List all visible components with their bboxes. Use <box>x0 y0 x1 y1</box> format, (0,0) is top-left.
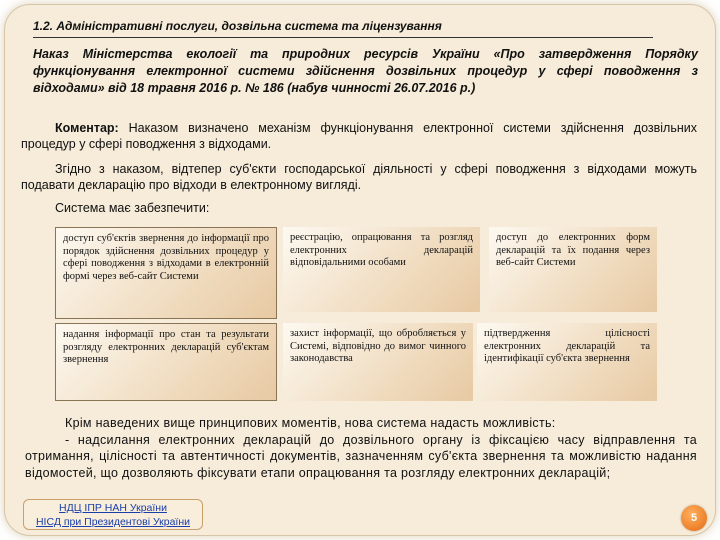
footer-links <box>23 499 203 530</box>
comment-paragraph <box>21 120 697 152</box>
footer-link-ndc[interactable]: НДЦ ІПР НАН України <box>59 502 167 514</box>
footer-link-nisd[interactable]: НІСД при Президентові України <box>35 516 191 528</box>
page-number: 5 <box>681 505 707 531</box>
capabilities-item: - надсилання електронних декларацій до дозвільного органу із фіксацією часу відправлення та отримання, цілісності та автентичності документів, зазначенням суб'єкта звернення та можливістю надання відомостей, що дозволяють фіксувати етапи опрацювання та розгляду електронних декларацій; <box>25 432 697 480</box>
feature-box-registration: реєстрацію, опрацювання та розгляд електронних декларацій відповідальними особами <box>283 227 480 312</box>
order-paragraph: Згідно з наказом, відтепер суб'єкти господарської діяльності у сфері поводження з відходами можуть подавати декларацію про відходи в електронному вигляді. <box>21 162 697 192</box>
slide <box>4 4 716 536</box>
feature-box-forms-access: доступ до електронних форм декларацій та їх подання через веб-сайт Системи <box>489 227 657 312</box>
comment-text: Наказом визначено механізм функціонування електронної системи здійснення дозвільних процедур у сфері поводження з відходами. <box>21 121 697 151</box>
comment-label: Коментар: <box>55 121 119 135</box>
system-intro: Система має забезпечити: <box>55 201 210 215</box>
order-title: Наказ Міністерства екології та природних ресурсів України «Про затвердження Порядку функціонування електронної системи здійснення дозвільних процедур у сфері поводження з відходами» від 18 травня 2016 р. № 186 (набув чинності 26.07.2016 р.) <box>33 47 698 95</box>
feature-box-status-info: надання інформації про стан та результати розгляду електронних декларацій суб'єктам звернення <box>55 323 277 401</box>
feature-box-access-info: доступ суб'єктів звернення до інформації про порядок здійснення дозвільних процедур у сфері поводження з відходами в електронній формі через веб-сайт Системи <box>55 227 277 319</box>
feature-box-integrity: підтвердження цілісності електронних декларацій та ідентифікації суб'єкта звернення <box>477 323 657 401</box>
capabilities-intro: Крім наведених вище принципових моментів, нова система надасть можливість: <box>65 416 556 430</box>
feature-box-protection: захист інформації, що обробляється у Системі, відповідно до вимог чинного законодавства <box>283 323 473 401</box>
section-title: 1.2. Адміністративні послуги, дозвільна система та ліцензування <box>33 19 653 38</box>
capabilities-paragraph <box>25 415 697 481</box>
